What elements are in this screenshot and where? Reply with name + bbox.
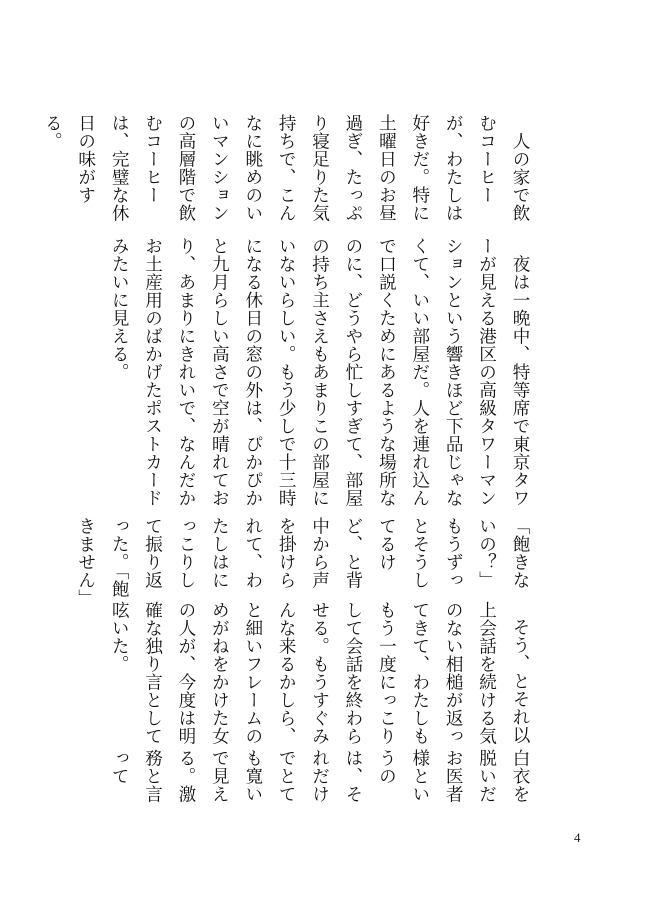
- page-number: 4: [574, 830, 581, 845]
- paragraph: 人の家で飲むコーヒーが、わたしは好きだ。特に土曜日のお昼過ぎ、たっぷり寝足りた気持ちで、こんなに眺めのいいマンションの高層階で飲むコーヒーは、完璧な休日の味がする。: [42, 114, 530, 222]
- paragraph: 白衣を脱いだお医者様というのは、それだけでとても寛いで見える。激務と言って: [109, 749, 530, 804]
- paragraph: そう、とそれ以上会話を続ける気のない相槌が返ってきて、わたしももう一度にっこりして会話を終わらせる。もうすぐみんな来るかしら、と細いフレームのめがねをかけた女の人が、今度は明確な独り言として呟いた。: [109, 600, 530, 745]
- paragraph: 「飽きないの？」もうずっとそうしてるけど、と背中から声を掛けられて、わたしはにっこりして振り返った。「飽きません」: [75, 516, 530, 607]
- paragraph: 夜は一晩中、特等席で東京タワーが見える港区の高級タワーマンションという響きほど下品じゃなくて、いい部屋だ。人を連れ込んで口説くためにあるような場所なのに、どうやら忙しすぎて、部屋の持ち主さえもあまりこの部屋にいないらしい。もう少しで十三時になる休日の窓の外は、ぴかぴかと九月らしい高さで空が晴れており、あまりにきれいで、なんだかお土産用のばかげたポストカードみたいに見える。: [109, 237, 530, 508]
- body-text: [42, 114, 536, 804]
